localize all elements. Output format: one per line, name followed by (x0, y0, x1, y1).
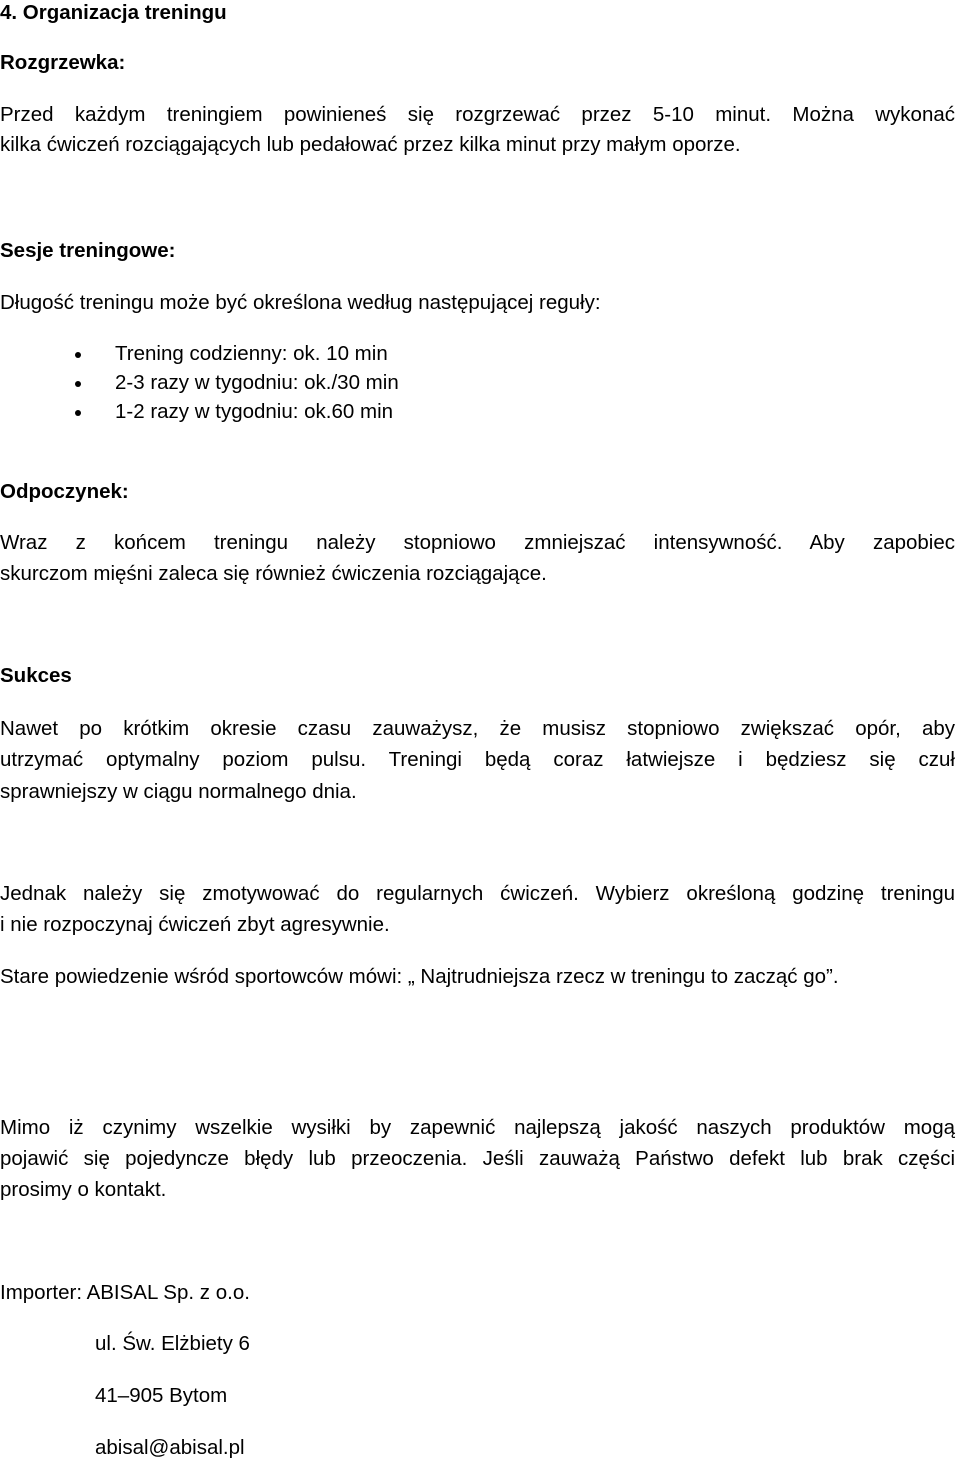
success-heading: Sukces (0, 664, 72, 687)
notice-line-2: pojawić się pojedyncze błędy lub przeoczenia. Jeśli zauważą Państwo defekt lub brak części (0, 1147, 955, 1170)
motivation-line-1: Jednak należy się zmotywować do regularnych ćwiczeń. Wybierz określoną godzinę treningu (0, 882, 955, 905)
importer-street: ul. Św. Elżbiety 6 (95, 1332, 250, 1355)
success-line-1: Nawet po krótkim okresie czasu zauważysz, że musisz stopniowo zwiększać opór, aby (0, 717, 955, 740)
importer-city: 41–905 Bytom (95, 1384, 228, 1407)
list-item-text: 1-2 razy w tygodniu: ok.60 min (115, 400, 394, 423)
sessions-intro: Długość treningu może być określona według następującej reguły: (0, 291, 601, 314)
bullet-icon (75, 410, 81, 416)
rest-line-1: Wraz z końcem treningu należy stopniowo zmniejszać intensywność. Aby zapobiec (0, 531, 955, 554)
rest-heading: Odpoczynek: (0, 480, 129, 503)
notice-line-1: Mimo iż czynimy wszelkie wysiłki by zapewnić najlepszą jakość naszych produktów mogą (0, 1116, 955, 1139)
notice-line-3: prosimy o kontakt. (0, 1178, 167, 1201)
list-item-text: Trening codzienny: ok. 10 min (115, 342, 388, 365)
sessions-heading: Sesje treningowe: (0, 239, 176, 262)
motivation-saying: Stare powiedzenie wśród sportowców mówi: „ Najtrudniejsza rzecz w treningu to zacząć go”. (0, 965, 839, 988)
bullet-icon (75, 381, 81, 387)
list-item-text: 2-3 razy w tygodniu: ok./30 min (115, 371, 399, 394)
bullet-icon (75, 352, 81, 358)
motivation-line-2: i nie rozpoczynaj ćwiczeń zbyt agresywnie. (0, 913, 390, 936)
warmup-heading: Rozgrzewka: (0, 51, 126, 74)
success-line-3: sprawniejszy w ciągu normalnego dnia. (0, 780, 357, 803)
section-title: 4. Organizacja treningu (0, 1, 227, 24)
importer-label: Importer: ABISAL Sp. z o.o. (0, 1281, 250, 1304)
importer-email[interactable]: abisal@abisal.pl (95, 1436, 245, 1459)
success-line-2: utrzymać optymalny poziom pulsu. Treningi będą coraz łatwiejsze i będziesz się czuł (0, 748, 955, 771)
warmup-line-2: kilka ćwiczeń rozciągających lub pedałować przez kilka minut przy małym oporze. (0, 133, 741, 156)
warmup-line-1: Przed każdym treningiem powinieneś się rozgrzewać przez 5-10 minut. Można wykonać (0, 103, 955, 126)
rest-line-2: skurczom mięśni zaleca się również ćwiczenia rozciągające. (0, 562, 547, 585)
